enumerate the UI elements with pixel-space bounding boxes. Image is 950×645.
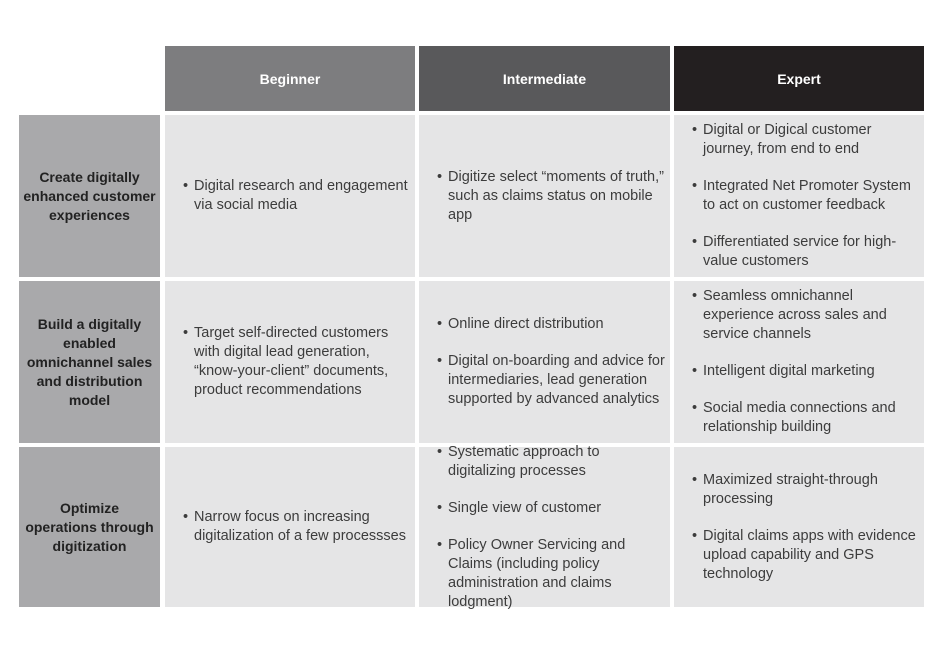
cell-row3-beginner bbox=[165, 447, 415, 607]
cell-row1-beginner bbox=[165, 115, 415, 277]
bullet-item: • Social media connections and relationship building bbox=[692, 399, 920, 437]
cell-row3-intermediate bbox=[419, 443, 670, 610]
bullet-item: • Seamless omnichannel experience across sales and service channels bbox=[692, 287, 920, 344]
row-label-text: Optimize operations through digitization bbox=[25, 499, 154, 554]
bullet-item: • Differentiated service for high-value customers bbox=[692, 233, 920, 271]
bullet-item: • Narrow focus on increasing digitalization of a few processses bbox=[183, 508, 411, 546]
bullet-item: • Integrated Net Promoter System to act on customer feedback bbox=[692, 177, 920, 215]
bullet-item: • Policy Owner Servicing and Claims (including policy administration and claims lodgment) bbox=[437, 536, 666, 612]
header-beginner-label: Beginner bbox=[259, 70, 321, 87]
header-intermediate-label: Intermediate bbox=[502, 70, 587, 87]
cell-row3-expert bbox=[674, 447, 924, 607]
header-beginner bbox=[165, 46, 415, 111]
cell-row2-expert bbox=[674, 281, 924, 443]
row-label-operations bbox=[19, 447, 160, 607]
row-label-text: Build a digitally enabled omnichannel sales and distribution model bbox=[26, 315, 153, 408]
bullet-item: • Digital or Digical customer journey, from end to end bbox=[692, 121, 920, 159]
row-label-text: Create digitally enhanced customer experiences bbox=[23, 168, 156, 223]
bullet-item: • Online direct distribution bbox=[437, 315, 666, 334]
header-expert bbox=[674, 46, 924, 111]
header-expert-label: Expert bbox=[777, 70, 821, 87]
bullet-item: • Digital on-boarding and advice for intermediaries, lead generation supported by advanced analytics bbox=[437, 352, 666, 409]
bullet-item: • Target self-directed customers with digital lead generation, “know-your-client” documents, product recommendations bbox=[183, 324, 411, 400]
row-label-customer-experiences bbox=[19, 115, 160, 277]
bullet-item: • Digitize select “moments of truth,” such as claims status on mobile app bbox=[437, 168, 666, 225]
bullet-item: • Intelligent digital marketing bbox=[692, 362, 920, 381]
cell-row2-beginner bbox=[165, 281, 415, 443]
bullet-item: • Maximized straight-through processing bbox=[692, 471, 920, 509]
bullet-item: • Digital claims apps with evidence upload capability and GPS technology bbox=[692, 527, 920, 584]
cell-row1-expert bbox=[674, 115, 924, 277]
header-intermediate bbox=[419, 46, 670, 111]
row-label-omnichannel bbox=[19, 281, 160, 443]
cell-row1-intermediate bbox=[419, 115, 670, 277]
bullet-item: • Systematic approach to digitalizing processes bbox=[437, 443, 666, 481]
bullet-item: • Digital research and engagement via social media bbox=[183, 177, 411, 215]
bullet-item: • Single view of customer bbox=[437, 499, 666, 518]
cell-row2-intermediate bbox=[419, 281, 670, 443]
